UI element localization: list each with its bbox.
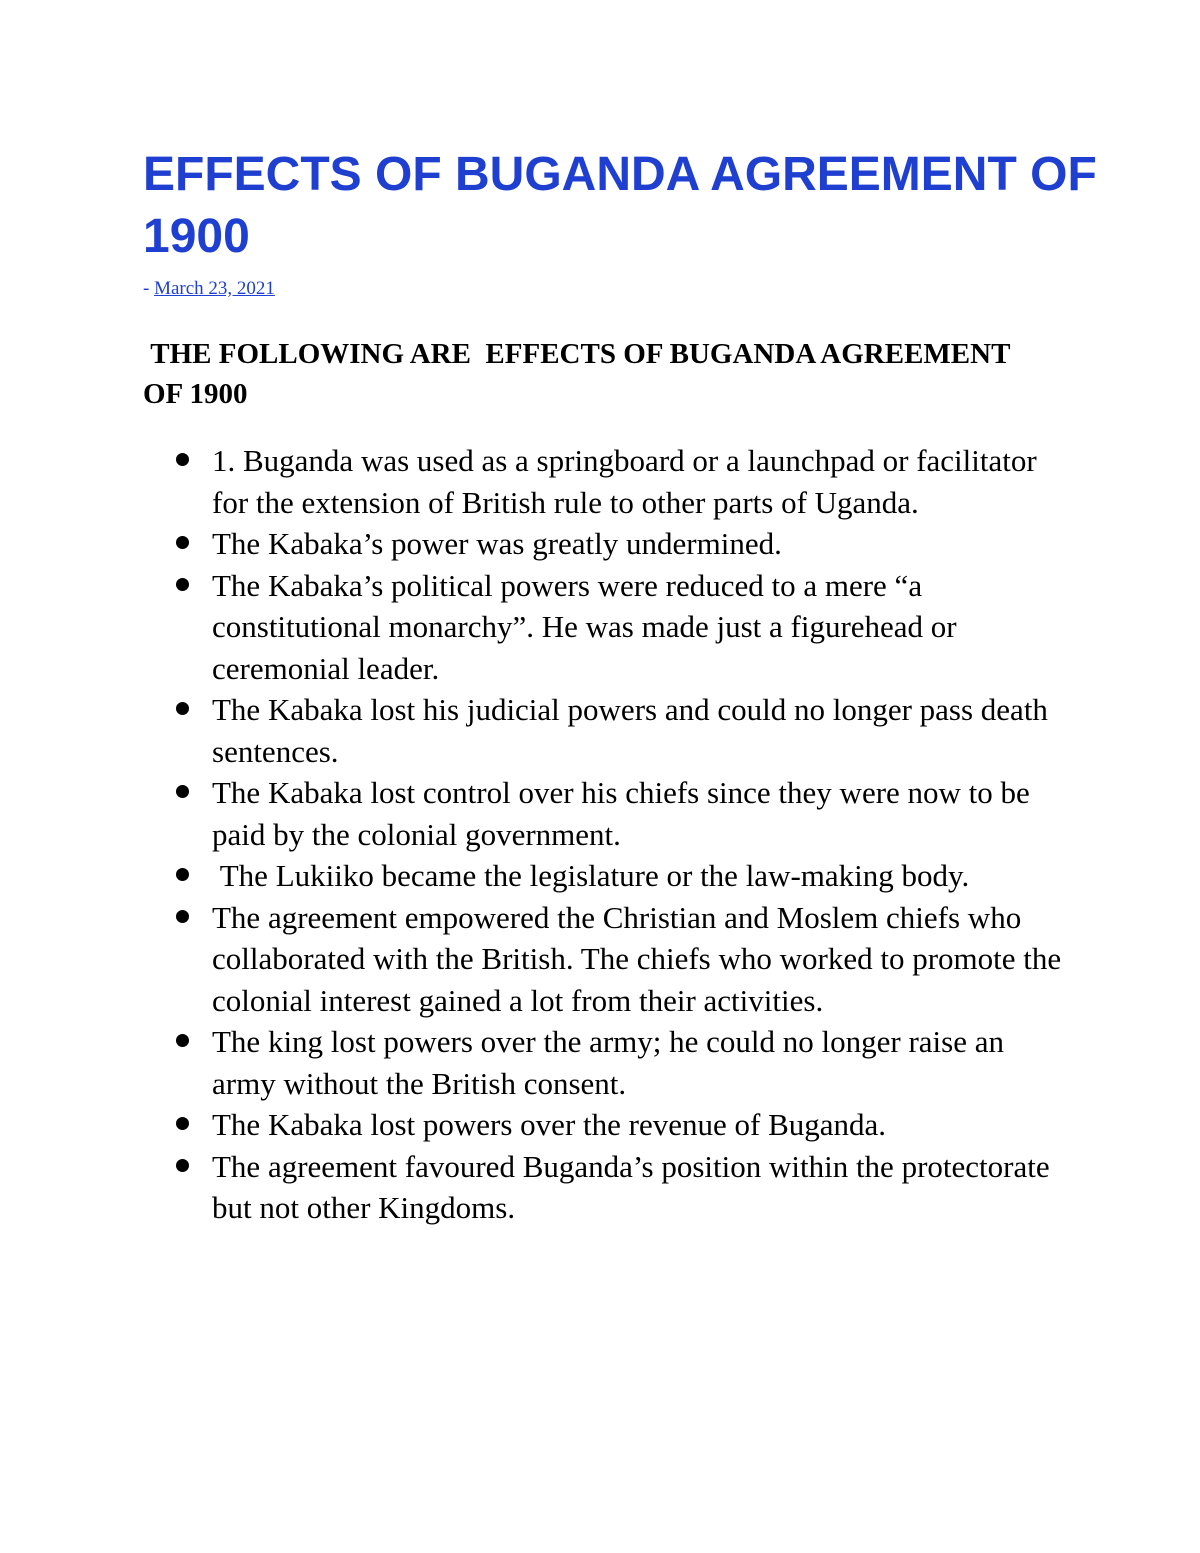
list-item — [212, 1104, 1072, 1146]
list-item-text: The Kabaka’s political powers were reduced to a mere “a constitutional monarchy”. He was made just a figurehead or ceremonial leader. — [212, 567, 965, 686]
effects-list — [212, 440, 1072, 1229]
list-item-text: The Kabaka lost his judicial powers and could no longer pass death sentences. — [212, 692, 1056, 769]
post-date-line — [143, 276, 275, 302]
list-item — [212, 523, 1072, 565]
bullet-icon — [176, 1159, 189, 1172]
list-item-text: The Kabaka lost powers over the revenue of Buganda. — [212, 1107, 887, 1142]
bullet-icon — [176, 578, 189, 591]
document-title: EFFECTS OF BUGANDA AGREEMENT OF 1900 — [143, 148, 1097, 263]
list-item — [212, 897, 1072, 1022]
list-item-text: 1. Buganda was used as a springboard or a launchpad or facilitator for the extension of British rule to other parts of Uganda. — [212, 443, 1045, 520]
list-item-text: The king lost powers over the army; he could no longer raise an army without the British consent. — [212, 1024, 1012, 1101]
list-item-text: The agreement empowered the Christian and Moslem chiefs who collaborated with the British. The chiefs who worked to promote the colonial interest gained a lot from their activities. — [212, 899, 1069, 1018]
list-item — [212, 772, 1072, 855]
bullet-icon — [176, 1117, 189, 1130]
list-item-text: The Lukiiko became the legislature or the law-making body. — [212, 858, 970, 893]
list-item-text: The agreement favoured Buganda’s position within the protectorate but not other Kingdoms. — [212, 1148, 1058, 1225]
list-item — [212, 565, 1072, 690]
list-item — [212, 440, 1072, 523]
bullet-icon — [176, 785, 189, 798]
list-item — [212, 689, 1072, 772]
bullet-icon — [176, 868, 189, 881]
bullet-icon — [176, 536, 189, 549]
list-item — [212, 1146, 1072, 1229]
bullet-icon — [176, 453, 189, 466]
bullet-icon — [176, 1034, 189, 1047]
list-item — [212, 855, 1072, 897]
bullet-icon — [176, 910, 189, 923]
date-prefix: - — [143, 278, 155, 299]
post-date-link[interactable]: March 23, 2021 — [154, 278, 275, 299]
section-heading: THE FOLLOWING ARE EFFECTS OF BUGANDA AGREEMENT OF 1900 — [143, 338, 1018, 410]
list-item-text: The Kabaka’s power was greatly undermined. — [212, 526, 782, 561]
list-item-text: The Kabaka lost control over his chiefs since they were now to be paid by the colonial government. — [212, 775, 1038, 852]
list-item — [212, 1021, 1072, 1104]
bullet-icon — [176, 702, 189, 715]
